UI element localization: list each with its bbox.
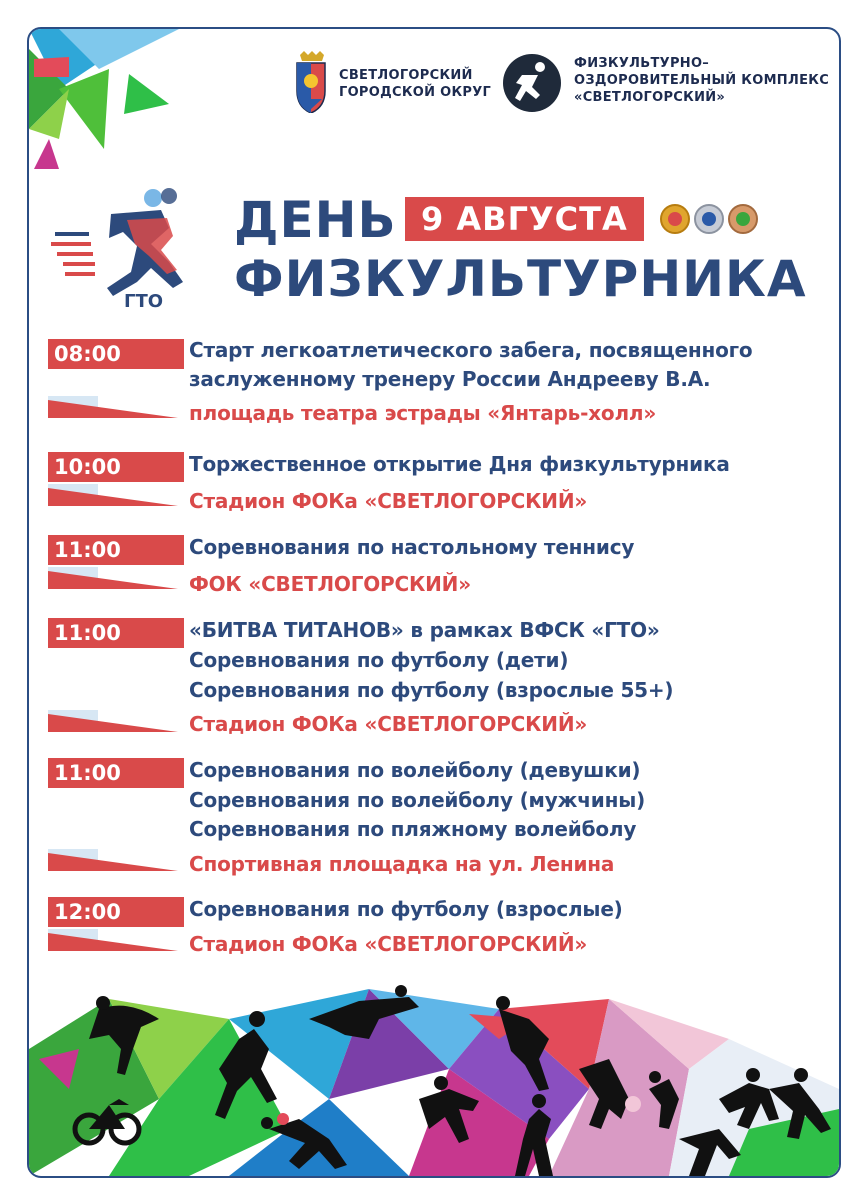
location-line: Стадион ФОКа «СВЕТЛОГОРСКИЙ» <box>189 932 588 956</box>
time-badge: 12:00 <box>48 897 184 927</box>
logo1-line1: СВЕТЛОГОРСКИЙ <box>339 68 473 83</box>
gto-badges-icon <box>659 201 761 237</box>
gto-label: ГТО <box>124 291 164 312</box>
coat-of-arms-icon <box>294 51 328 113</box>
logo2-line3: «СВЕТЛОГОРСКИЙ» <box>574 90 726 105</box>
red-wedge <box>48 567 178 589</box>
location-line: Стадион ФОКа «СВЕТЛОГОРСКИЙ» <box>189 489 588 513</box>
time-badge: 10:00 <box>48 452 184 482</box>
red-wedge <box>48 396 178 418</box>
red-wedge <box>48 849 178 871</box>
red-wedge <box>48 484 178 506</box>
event-line: Соревнования по футболу (взрослые) <box>189 897 623 921</box>
event-line: Торжественное открытие Дня физкультурника <box>189 452 730 476</box>
decor-bottom-athletes <box>29 979 839 1176</box>
location-line: Стадион ФОКа «СВЕТЛОГОРСКИЙ» <box>189 712 588 736</box>
date-text: 9 АВГУСТА <box>421 200 628 238</box>
title-line1: ДЕНЬ <box>234 191 397 249</box>
event-line: заслуженному тренеру России Андрееву В.А. <box>189 367 711 391</box>
logo1-line2: ГОРОДСКОЙ ОКРУГ <box>339 85 492 100</box>
event-line: Соревнования по волейболу (мужчины) <box>189 788 646 812</box>
logo2-line2: ОЗДОРОВИТЕЛЬНЫЙ КОМПЛЕКС <box>574 73 830 88</box>
location-line: площадь театра эстрады «Янтарь-холл» <box>189 401 657 425</box>
date-badge <box>405 197 644 241</box>
event-line: Соревнования по настольному теннису <box>189 535 635 559</box>
red-wedge <box>48 929 178 951</box>
decor-top-left <box>29 29 179 179</box>
event-line: Соревнования по пляжному волейболу <box>189 817 637 841</box>
event-line: Старт легкоатлетического забега, посвященного <box>189 338 753 362</box>
poster-frame <box>27 27 841 1178</box>
time-badge: 11:00 <box>48 758 184 788</box>
event-line: Соревнования по волейболу (девушки) <box>189 758 641 782</box>
time-badge: 08:00 <box>48 339 184 369</box>
logo2-line1: ФИЗКУЛЬТУРНО– <box>574 56 710 71</box>
runner-logo-icon <box>502 53 562 113</box>
location-line: Спортивная площадка на ул. Ленина <box>189 852 615 876</box>
title-line2: ФИЗКУЛЬТУРНИКА <box>234 250 807 308</box>
time-badge: 11:00 <box>48 618 184 648</box>
location-line: ФОК «СВЕТЛОГОРСКИЙ» <box>189 572 471 596</box>
event-line: «БИТВА ТИТАНОВ» в рамках ВФСК «ГТО» <box>189 618 660 642</box>
time-badge: 11:00 <box>48 535 184 565</box>
event-line: Соревнования по футболу (взрослые 55+) <box>189 678 674 702</box>
red-wedge <box>48 710 178 732</box>
event-line: Соревнования по футболу (дети) <box>189 648 569 672</box>
